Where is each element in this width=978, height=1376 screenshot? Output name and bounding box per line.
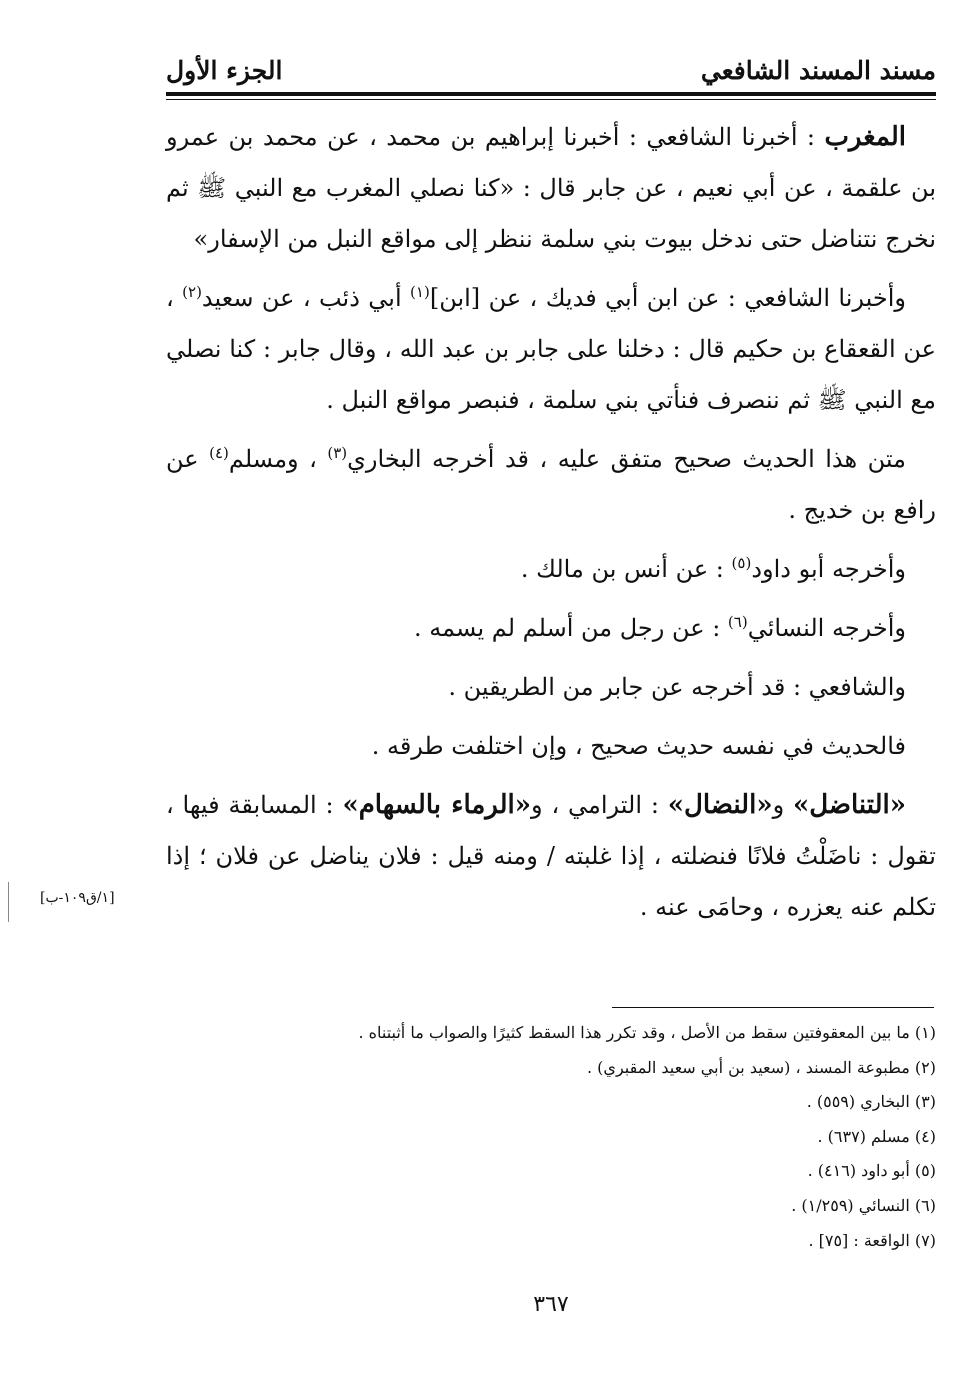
section-heading: المغرب bbox=[824, 122, 906, 152]
paragraph-text: وأخبرنا الشافعي : عن ابن أبي فديك ، عن [ابن] bbox=[429, 284, 906, 312]
footnote-ref-5[interactable]: (٥) bbox=[731, 554, 752, 572]
manuscript-folio-note: [١/ق١٠٩-ب] bbox=[40, 890, 115, 906]
footnote-7: (٧) الواقعة : [٧٥] . bbox=[808, 1230, 936, 1250]
main-text bbox=[166, 112, 936, 941]
paragraph-text: و bbox=[772, 791, 793, 819]
paragraph-text: : الترامي ، و bbox=[531, 791, 668, 819]
paragraph-abu-dawud bbox=[166, 544, 936, 595]
paragraph-second-chain bbox=[166, 273, 936, 426]
paragraph-shafii: والشافعي : قد أخرجه عن جابر من الطريقين . bbox=[448, 673, 906, 701]
paragraph-text: : عن أنس بن مالك . bbox=[520, 555, 732, 583]
paragraph-maghrib bbox=[166, 112, 936, 265]
paragraph-text: : عن رجل من أسلم لم يسمه . bbox=[414, 614, 728, 642]
footnote-ref-2[interactable]: (٢) bbox=[182, 283, 202, 301]
term-nidal: «النضال» bbox=[667, 790, 773, 820]
footnote-4: (٤) مسلم (٦٣٧) . bbox=[817, 1126, 936, 1146]
paragraph-glossary bbox=[166, 780, 936, 933]
header-rule-thick bbox=[166, 92, 936, 96]
book-title: مسند ال‍مسند الشافعي bbox=[700, 56, 936, 85]
footnote-ref-4[interactable]: (٤) bbox=[209, 444, 229, 462]
margin-line bbox=[8, 882, 9, 922]
footnote-5: (٥) أبو داود (٤١٦) . bbox=[807, 1161, 936, 1181]
page-number: ٣٦٧ bbox=[533, 1292, 569, 1317]
paragraph-text: : المسابقة فيها ، تقول : ناضَلْتُ فلانًا فنضلته ، إذا غلبته / ومنه قيل : فلان يناضل عن فلان ؛ إذا تكلم عنه يعزره ، وحامَى عنه . bbox=[166, 791, 936, 921]
running-header bbox=[166, 52, 936, 92]
footnotes bbox=[166, 1016, 936, 1258]
footnote-3: (٣) البخاري (٥٥٩) . bbox=[806, 1092, 936, 1112]
footnote-separator bbox=[612, 1007, 934, 1008]
paragraph-text: وأخرجه النسائي bbox=[747, 614, 906, 642]
paragraph-text: عن رافع بن خديج . bbox=[166, 445, 936, 524]
footnote-6: (٦) النسائي (١/٢٥٩) . bbox=[791, 1195, 936, 1215]
volume-label: الجزء الأول bbox=[166, 56, 283, 85]
footnote-ref-6[interactable]: (٦) bbox=[727, 613, 748, 631]
term-rimaa: «الرماء بالسهام» bbox=[342, 790, 532, 820]
footnote-2: (٢) مطبوعة المسند ، (سعيد بن أبي سعيد المقبري) . bbox=[587, 1057, 936, 1077]
paragraph-text: أبي ذئب ، عن سعيد bbox=[201, 284, 411, 312]
paragraph-text: : أخبرنا الشافعي : أخبرنا إبراهيم بن محمد ، عن محمد بن عمرو بن علقمة ، عن أبي نعيم ، عن جابر قال : «كنا نصلي المغرب مع النبي ﷺ ثم نخرج نتناضل حتى ندخل بيوت بني سلمة ننظر إلى مواقع النبل من الإسفار» bbox=[166, 123, 936, 253]
paragraph-text: وأخرجه أبو داود bbox=[751, 555, 906, 583]
header-rule-thin bbox=[166, 99, 936, 100]
footnote-1: (١) ما بين المعقوفتين سقط من الأصل ، وقد تكرر هذا السقط كثيرًا والصواب ما أثبتناه . bbox=[358, 1023, 936, 1042]
paragraph-nasai bbox=[166, 603, 936, 654]
paragraph-text: ، عن القعقاع بن حكيم قال : دخلنا على جابر بن عبد الله ، وقال جابر : كنا نصلي مع النبي ﷺ ثم ننصرف فنأتي بني سلمة ، فنبصر مواقع النبل . bbox=[166, 284, 936, 414]
paragraph-takhrij bbox=[166, 434, 936, 536]
paragraph-conclusion: فالحديث في نفسه حديث صحيح ، وإن اختلفت طرقه . bbox=[371, 732, 906, 760]
footnote-ref-1[interactable]: (١) bbox=[410, 283, 430, 301]
paragraph-text: ، ومسلم bbox=[228, 445, 328, 473]
paragraph-text: متن هذا الحديث صحيح متفق عليه ، قد أخرجه البخاري bbox=[347, 445, 907, 473]
footnote-ref-3[interactable]: (٣) bbox=[327, 444, 348, 462]
term-tanadul: «التناضل» bbox=[792, 790, 907, 820]
